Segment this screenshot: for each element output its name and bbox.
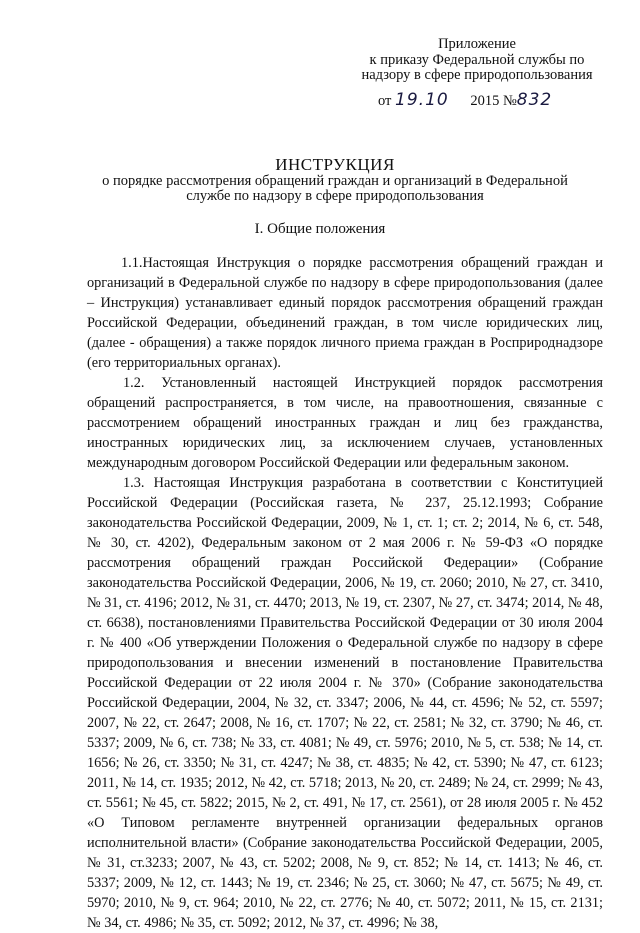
document-body	[87, 253, 603, 933]
paragraph-1-1: 1.1.Настоящая Инструкция о порядке рассмотрения обращений граждан и организаций в Федеральной службе по надзору в сфере природопользования (далее – Инструкция) устанавливает единый порядок рассмотрения обращений граждан Российской Федерации, объединений граждан, в том числе юридических лиц, (далее - обращения) а также порядок личного приема граждан в Росприроднадзоре (его территориальных органах).	[87, 255, 603, 371]
document-title: ИНСТРУКЦИЯ	[275, 155, 395, 174]
order-date-handwritten: 19.10	[395, 89, 449, 110]
document-title-block	[85, 157, 585, 205]
order-prefix: от	[378, 92, 392, 109]
order-reference	[352, 89, 602, 110]
document-subtitle-line-1: о порядке рассмотрения обращений граждан и организаций в Федеральной	[102, 172, 568, 189]
paragraph-1-3: 1.3. Настоящая Инструкция разработана в соответствии с Конституцией Российской Федерации (Российская газета, № 237, 25.12.1993; Собрание законодательства Российской Федерации, 2009, № 1, ст. 1; ст. 2; 2014, № 6, ст. 548, № 30, ст. 4202), Федеральным законом от 2 мая 2006 г. № 59-ФЗ «О порядке рассмотрения обращений граждан Российской Федерации» (Собрание законодательства Российской Федерации, 2006, № 19, ст. 2060; 2010, № 27, ст. 3410, № 31, ст. 4196; 2012, № 31, ст. 4470; 2013, № 19, ст. 2307, № 27, ст. 3474; 2014, № 48, ст. 6638), постановлениями Правительства Российской Федерации от 30 июля 2004 г. № 400 «Об утверждении Положения о Федеральной службе по надзору в сфере природопользования и внесении изменений в постановление Правительства Российской Федерации от 22 июля 2004 г. № 370» (Собрание законодательства Российской Федерации, 2004, № 32, ст. 3347; 2006, № 44, ст. 4596; № 52, ст. 5597; 2007, № 22, ст. 2647; 2008, № 16, ст. 1707; № 22, ст. 2581; № 32, ст. 3790; № 46, ст. 5337; 2009, № 6, ст. 738; № 33, ст. 4081; № 49, ст. 5976; 2010, № 5, ст. 538; № 14, ст. 1656; № 26, ст. 3350; № 31, ст. 4247; № 38, ст. 4835; № 42, ст. 5390; № 47, ст. 6123; 2011, № 14, ст. 1935; 2012, № 42, ст. 5718; 2013, № 20, ст. 2489; № 24, ст. 2999; № 43, ст. 5561; № 45, ст. 5822; 2015, № 2, ст. 491, № 17, ст. 2561), от 28 июля 2005 г. № 452 «О Типовом регламенте внутренней организации федеральных органов исполнительной власти» (Собрание законодательства Российской Федерации, 2005, № 31, ст.3233; 2007, № 43, ст. 5202; 2008, № 9, ст. 852; № 14, ст. 1413; № 46, ст. 5337; 2009, № 12, ст. 1443; № 19, ст. 2346; № 25, ст. 3060; № 47, ст. 5675; № 49, ст. 5970; 2010, № 9, ст. 964; 2010, № 22, ст. 2776; № 40, ст. 5072; 2011, № 15, ст. 2131; № 34, ст. 4986; № 35, ст. 5092; 2012, № 37, ст. 4996; № 38,	[87, 475, 603, 931]
appendix-block	[352, 37, 602, 109]
appendix-line-2: к приказу Федеральной службы по	[369, 51, 585, 68]
paragraph-1-2: 1.2. Установленный настоящей Инструкцией порядок рассмотрения обращений распространяется, в том числе, на правоотношения, связанные с рассмотрением обращений иностранных граждан и лиц без гражданства, иностранных юридических лиц, за исключением случаев, установленных международным договором Российской Федерации или федеральным законом.	[87, 375, 603, 471]
document-subtitle-line-2: службе по надзору в сфере природопользования	[186, 188, 484, 204]
order-number-handwritten: 832	[516, 89, 553, 110]
appendix-line-3: надзору в сфере природопользования	[361, 67, 593, 83]
order-number-sign: №	[502, 92, 517, 109]
appendix-title: Приложение	[438, 36, 516, 52]
order-year: 2015	[470, 92, 500, 109]
section-heading: I. Общие положения	[254, 221, 386, 237]
